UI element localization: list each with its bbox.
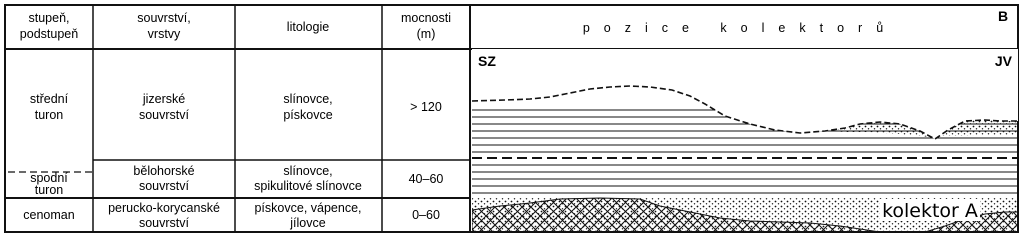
row2-thickness: 40–60 (408, 172, 444, 186)
collector-a-label: kolektor A (882, 200, 978, 222)
row2-formation-line2: souvrství (138, 179, 190, 193)
header-thickness-line2: (m) (416, 27, 436, 41)
row3-formation-line2: souvrství (138, 216, 190, 230)
row1-formation-line1: jizerské (142, 92, 186, 106)
header-lithology: litologie (286, 20, 330, 34)
header-stage-line2: podstupeň (19, 27, 79, 41)
row2-stage-line2: turon (34, 183, 64, 197)
header-position: pozice kolektorů (582, 21, 898, 35)
header-thickness-line1: mocnosti (400, 11, 452, 25)
direction-jv: JV (994, 53, 1012, 69)
row2-lithology-line1: slínovce, (283, 164, 333, 178)
row3-lithology-line2: jílovce (290, 216, 326, 230)
row1-stage-line1: střední (29, 92, 69, 106)
row1-stage-line2: turon (34, 108, 64, 122)
row1-lithology-line1: slínovce, (283, 92, 333, 106)
row3-thickness: 0–60 (412, 208, 440, 222)
header-stage-line1: stupeň, (28, 11, 70, 25)
row3-formation-line1: perucko-korycanské (108, 201, 220, 215)
row3-lithology-line1: pískovce, vápence, (254, 201, 362, 215)
row2-stage-line1: spodní (30, 171, 68, 185)
row2-formation-line1: bělohorské (133, 164, 195, 178)
row3-stage: cenoman (23, 208, 75, 222)
header-formation-line2: vrstvy (147, 27, 181, 41)
panel-letter: B (997, 8, 1009, 24)
header-formation-line1: souvrství, (137, 11, 191, 25)
row1-formation-line2: souvrství (138, 108, 190, 122)
row1-thickness: > 120 (410, 100, 442, 114)
direction-sz: SZ (478, 53, 496, 69)
erosion-surface-mask (470, 49, 1020, 139)
row2-lithology-line2: spikulitové slínovce (254, 179, 362, 193)
row1-lithology-line2: pískovce (283, 108, 333, 122)
